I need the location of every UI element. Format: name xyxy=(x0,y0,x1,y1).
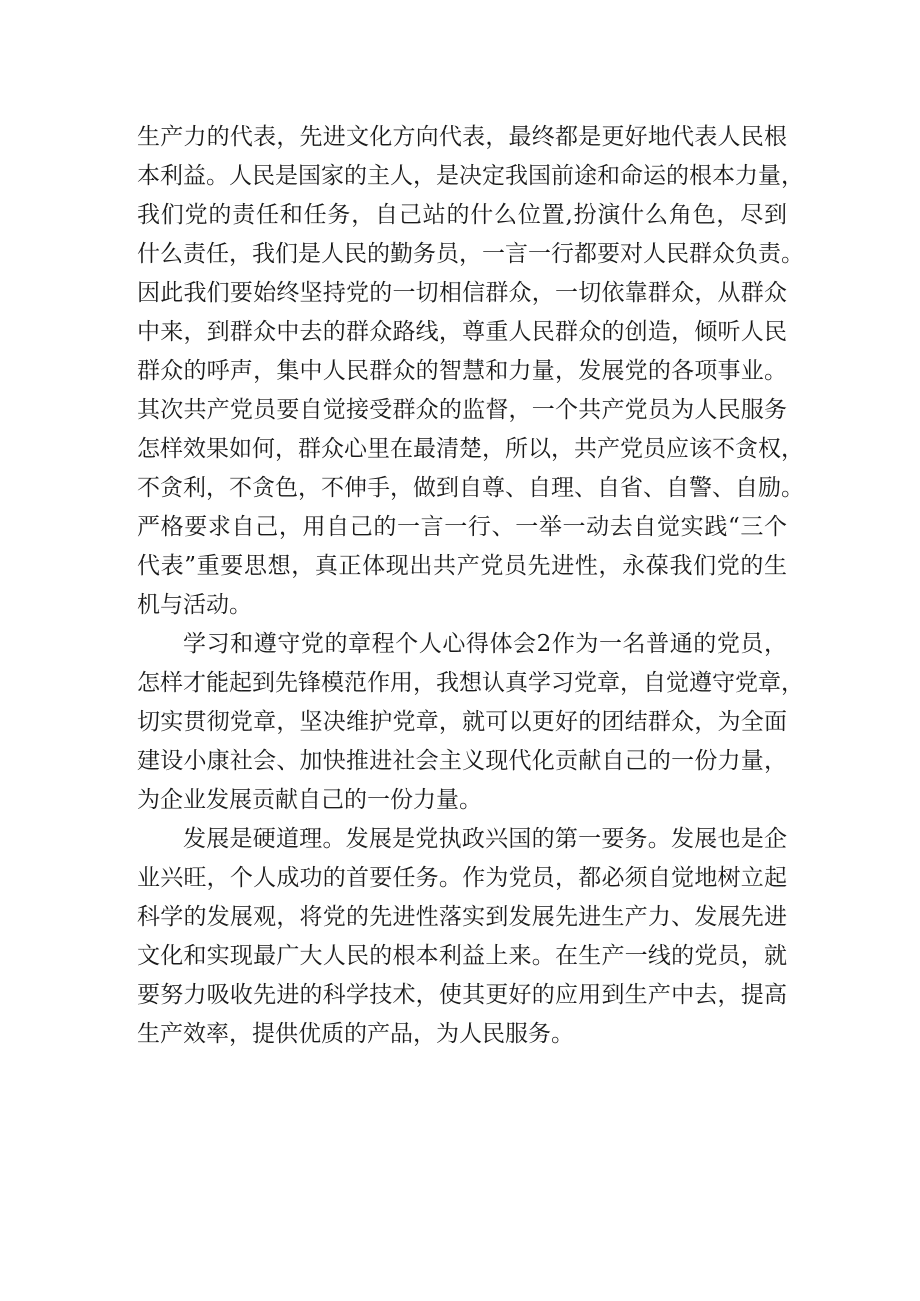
text-line: 生产效率，提供优质的产品，为人民服务。 xyxy=(137,1021,574,1047)
text-line: 群众的呼声，集中人民群众的智慧和力量，发展党的各项事业。 xyxy=(137,358,787,384)
text-line: 不贪利，不贪色，不伸手，做到自尊、自理、自省、自警、自励。 xyxy=(137,475,804,501)
text-line: 要努力吸收先进的科学技术，使其更好的应用到生产中去，提高 xyxy=(137,982,787,1008)
paragraph-1 xyxy=(137,118,804,625)
paragraph-2 xyxy=(137,625,804,820)
text-line: 代表”重要思想，真正体现出共产党员先进性，永葆我们党的生 xyxy=(137,553,787,579)
text-line: 机与活动。 xyxy=(137,592,252,618)
paragraph-3 xyxy=(137,820,787,1054)
text-line: 切实贯彻党章，坚决维护党章，就可以更好的团结群众，为全面 xyxy=(137,709,787,735)
document-body xyxy=(137,118,804,1054)
text-line: 什么责任，我们是人民的勤务员，一言一行都要对人民群众负责。 xyxy=(137,241,804,267)
text-line: 发展是硬道理。发展是党执政兴国的第一要务。发展也是企 xyxy=(183,826,787,852)
text-line: 中来，到群众中去的群众路线，尊重人民群众的创造，倾听人民 xyxy=(137,319,787,345)
text-line: 怎样效果如何，群众心里在最清楚，所以，共产党员应该不贪权， xyxy=(137,436,804,462)
text-line: 严格要求自己，用自己的一言一行、一举一动去自觉实践“三个 xyxy=(137,514,787,540)
text-line: 怎样才能起到先锋模范作用，我想认真学习党章，自觉遵守党章， xyxy=(137,670,804,696)
text-line: 生产力的代表，先进文化方向代表，最终都是更好地代表人民根 xyxy=(137,124,787,150)
text-line: 学习和遵守党的章程个人心得体会2作为一名普通的党员， xyxy=(183,631,787,657)
text-line: 其次共产党员要自觉接受群众的监督，一个共产党员为人民服务 xyxy=(137,397,787,423)
text-line: 科学的发展观，将党的先进性落实到发展先进生产力、发展先进 xyxy=(137,904,787,930)
text-line: 业兴旺，个人成功的首要任务。作为党员，都必须自觉地树立起 xyxy=(137,865,787,891)
text-line: 因此我们要始终坚持党的一切相信群众，一切依靠群众，从群众 xyxy=(137,280,787,306)
text-line: 文化和实现最广大人民的根本利益上来。在生产一线的党员，就 xyxy=(137,943,787,969)
text-line: 我们党的责任和任务，自己站的什么位置,扮演什么角色，尽到 xyxy=(137,202,787,228)
text-line: 为企业发展贡献自己的一份力量。 xyxy=(137,787,482,813)
text-line: 建设小康社会、加快推进社会主义现代化贡献自己的一份力量， xyxy=(137,748,787,774)
text-line: 本利益。人民是国家的主人，是决定我国前途和命运的根本力量， xyxy=(137,163,804,189)
